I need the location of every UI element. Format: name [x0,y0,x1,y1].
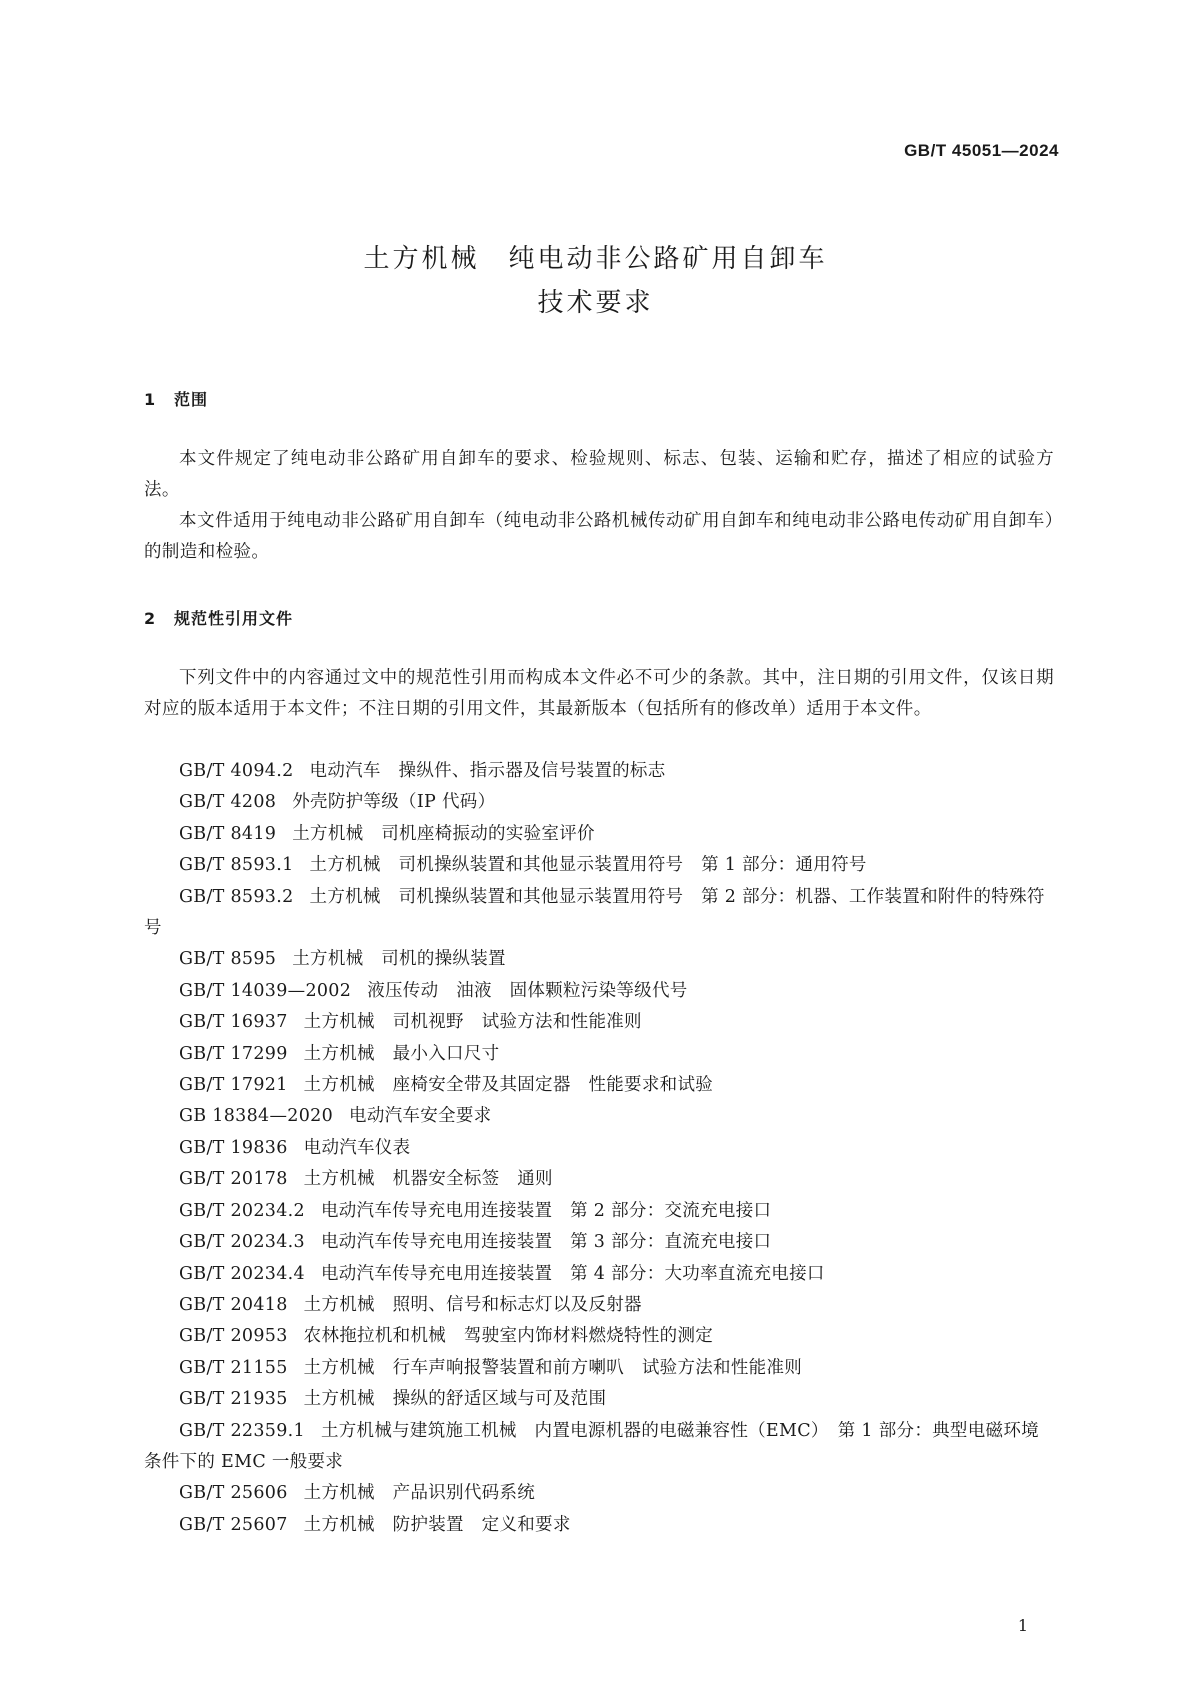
reference-item [144,1416,1054,1479]
reference-title: 电动汽车安全要求 [349,1106,492,1127]
section-heading-normative-references [144,606,293,629]
scope-paragraph: 本文件适用于纯电动非公路矿用自卸车（纯电动非公路机械传动矿用自卸车和纯电动非公路电传动矿用自卸车）的制造和检验。 [144,511,1054,562]
section-number: 2 [144,609,157,628]
reference-item [144,1101,1054,1132]
reference-item [144,1039,1054,1070]
reference-item [144,756,1054,787]
reference-title: 土方机械 行车声响报警装置和前方喇叭 试验方法和性能准则 [303,1357,803,1378]
reference-title: 土方机械 司机操纵装置和其他显示装置用符号 第 2 部分：机器、工作装置和附件的特殊符号 [144,886,1045,939]
reference-code: GB/T 4094.2 [179,761,294,781]
reference-title: 土方机械 座椅安全带及其固定器 性能要求和试验 [303,1075,714,1096]
reference-title: 外壳防护等级（IP 代码） [292,792,496,813]
reference-code: GB/T 17299 [179,1043,288,1064]
reference-code: GB/T 8593.1 [179,855,294,876]
reference-item [144,1196,1054,1227]
reference-title: 土方机械 司机座椅振动的实验室评价 [292,823,595,844]
reference-title: 土方机械 机器安全标签 通则 [303,1169,553,1190]
reference-item [144,1321,1054,1352]
reference-title: 农林拖拉机和机械 驾驶室内饰材料燃烧特性的测定 [303,1326,714,1347]
reference-item [144,1353,1054,1384]
reference-item [144,850,1054,881]
reference-item [144,944,1054,975]
reference-item [144,1384,1054,1415]
reference-code: GB/T 16937 [179,1012,288,1033]
document-title: 土方机械 纯电动非公路矿用自卸车 [363,244,828,274]
document-subtitle: 技术要求 [537,288,654,318]
reference-item [144,882,1054,945]
section-title: 规范性引用文件 [174,609,294,628]
reference-title: 电动汽车 操纵件、指示器及信号装置的标志 [309,761,666,781]
reference-code: GB/T 8595 [179,949,277,970]
reference-code: GB/T 20234.3 [179,1232,305,1253]
section-heading-scope [144,387,208,410]
reference-title: 液压传动 油液 固体颗粒污染等级代号 [367,980,688,1001]
reference-item [144,1510,1054,1541]
reference-code: GB/T 20418 [179,1294,288,1315]
reference-item [144,1259,1054,1290]
reference-code: GB/T 20178 [179,1169,288,1190]
reference-item [144,1007,1054,1038]
reference-code: GB 18384—2020 [179,1106,334,1127]
standard-code: GB/T 45051—2024 [904,141,1059,160]
reference-code: GB/T 20234.2 [179,1200,305,1221]
section-title: 范围 [174,390,209,409]
references-intro: 下列文件中的内容通过文中的规范性引用而构成本文件必不可少的条款。其中，注日期的引用文件，仅该日期对应的版本适用于本文件；不注日期的引用文件，其最新版本（包括所有的修改单）适用于本文件。 [144,668,1054,719]
reference-code: GB/T 21155 [179,1357,288,1378]
reference-title: 电动汽车传导充电用连接装置 第 3 部分：直流充电接口 [320,1232,772,1253]
reference-code: GB/T 21935 [179,1389,288,1410]
reference-title: 土方机械 产品识别代码系统 [303,1483,536,1504]
reference-item [144,976,1054,1007]
scope-paragraph: 本文件规定了纯电动非公路矿用自卸车的要求、检验规则、标志、包装、运输和贮存，描述了相应的试验方法。 [144,449,1054,500]
reference-item [144,1290,1054,1321]
reference-code: GB/T 17921 [179,1075,288,1096]
reference-code: GB/T 22359.1 [179,1420,305,1441]
reference-code: GB/T 8419 [179,823,277,844]
reference-code: GB/T 14039—2002 [179,980,352,1001]
page-number: 1 [1017,1616,1028,1635]
reference-title: 电动汽车传导充电用连接装置 第 4 部分：大功率直流充电接口 [320,1263,825,1284]
reference-item [144,1164,1054,1195]
reference-item [144,1133,1054,1164]
reference-code: GB/T 20953 [179,1326,288,1347]
reference-code: GB/T 4208 [179,792,277,813]
reference-title: 土方机械与建筑施工机械 内置电源机器的电磁兼容性（EMC） 第 1 部分：典型电磁环境条件下的 EMC 一般要求 [144,1420,1039,1472]
reference-title: 土方机械 操纵的舒适区域与可及范围 [303,1389,607,1410]
reference-code: GB/T 25606 [179,1483,288,1504]
reference-title: 电动汽车仪表 [303,1137,411,1158]
reference-item [144,819,1054,850]
reference-title: 土方机械 照明、信号和标志灯以及反射器 [303,1294,642,1315]
section-number: 1 [144,390,157,409]
reference-item [144,787,1054,818]
reference-title: 土方机械 司机视野 试验方法和性能准则 [303,1012,642,1033]
reference-item [144,1478,1054,1509]
reference-code: GB/T 20234.4 [179,1263,305,1284]
reference-title: 土方机械 司机的操纵装置 [292,949,506,970]
reference-item [144,1070,1054,1101]
reference-code: GB/T 19836 [179,1137,288,1158]
reference-title: 土方机械 最小入口尺寸 [303,1043,500,1064]
reference-title: 土方机械 防护装置 定义和要求 [303,1514,571,1535]
reference-code: GB/T 25607 [179,1514,288,1535]
reference-code: GB/T 8593.2 [179,886,294,907]
reference-title: 土方机械 司机操纵装置和其他显示装置用符号 第 1 部分：通用符号 [309,855,867,876]
reference-list [144,756,1054,1541]
reference-item [144,1227,1054,1258]
reference-title: 电动汽车传导充电用连接装置 第 2 部分：交流充电接口 [320,1200,772,1221]
